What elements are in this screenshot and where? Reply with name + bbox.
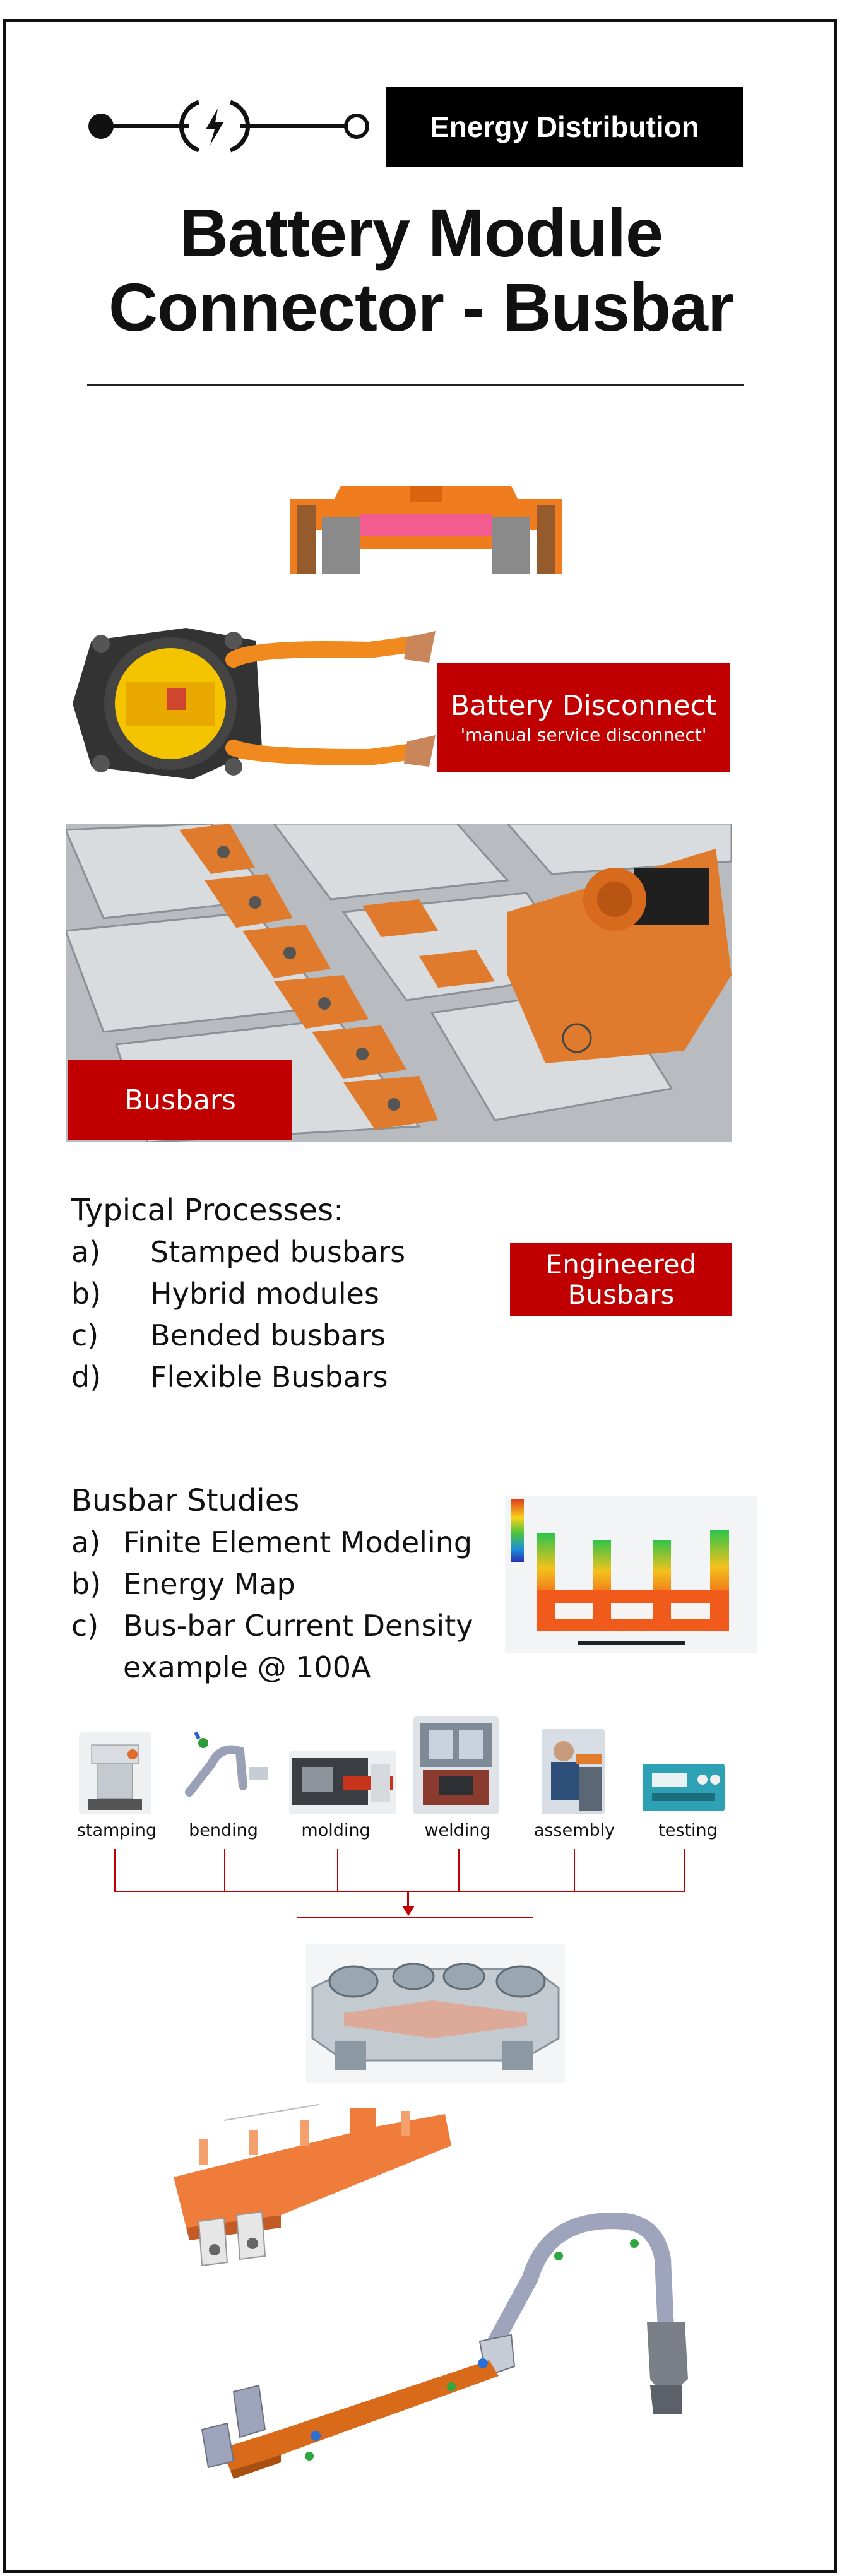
result-underline (297, 1917, 533, 1918)
study-item: a) Finite Element Modeling (71, 1525, 473, 1559)
busbars-label (68, 1060, 292, 1140)
tree-drop-molding (337, 1849, 338, 1892)
title-divider (87, 384, 744, 386)
engineered-line-1: Engineered (545, 1248, 697, 1280)
energy-connector-icon (88, 95, 372, 158)
engineered-line-2: Busbars (567, 1279, 675, 1310)
process-item: c) Bended busbars (71, 1318, 386, 1352)
step-label-molding: molding (301, 1821, 371, 1840)
assembly-image (542, 1729, 605, 1814)
welding-station-image (413, 1716, 499, 1814)
fem-current-density-image (505, 1496, 757, 1653)
step-label-welding: welding (424, 1821, 491, 1840)
process-item: a) Stamped busbars (71, 1235, 406, 1269)
bending-image (177, 1723, 271, 1805)
bent-busbar-assembly-image (196, 2202, 694, 2480)
step-label-bending: bending (189, 1821, 258, 1840)
title-line-1: Battery Module (179, 194, 663, 271)
processes-heading: Typical Processes: (71, 1193, 344, 1228)
tree-horizontal-line (114, 1891, 685, 1892)
tree-drop-assembly (574, 1849, 575, 1892)
page-title (50, 196, 792, 345)
typical-processes (71, 1190, 526, 1398)
tree-drop-stamping (114, 1849, 116, 1892)
tree-drop-welding (458, 1849, 460, 1892)
study-item-continuation: example @ 100A (123, 1650, 371, 1684)
studies-heading: Busbar Studies (71, 1483, 300, 1518)
battery-disconnect-label (437, 663, 730, 772)
engineered-busbars-label (510, 1243, 732, 1316)
arrow-down-icon (401, 1905, 416, 1917)
process-item: d) Flexible Busbars (71, 1360, 388, 1394)
busbar-studies (71, 1480, 513, 1688)
connector-housing-image (284, 480, 568, 581)
disconnect-title: Battery Disconnect (450, 689, 717, 722)
disconnect-subtitle: 'manual service disconnect' (460, 724, 707, 745)
stamping-machine-image (79, 1732, 151, 1814)
molding-machine-image (289, 1751, 396, 1814)
molded-busbar-image (306, 1944, 565, 2083)
step-label-assembly: assembly (533, 1821, 615, 1840)
step-label-stamping: stamping (76, 1821, 157, 1840)
tree-drop-testing (684, 1849, 685, 1892)
energy-distribution-badge: Energy Distribution (386, 87, 743, 167)
busbars-label-text: Busbars (124, 1084, 236, 1116)
study-item: b) Energy Map (71, 1567, 295, 1601)
process-item: b) Hybrid modules (71, 1277, 379, 1311)
study-item: c) Bus-bar Current Density (71, 1609, 473, 1643)
testing-device-image (639, 1761, 728, 1814)
title-line-2: Connector - Busbar (108, 269, 734, 345)
tree-drop-bending (224, 1849, 225, 1892)
step-label-testing: testing (658, 1821, 718, 1840)
battery-disconnect-image (66, 615, 439, 792)
